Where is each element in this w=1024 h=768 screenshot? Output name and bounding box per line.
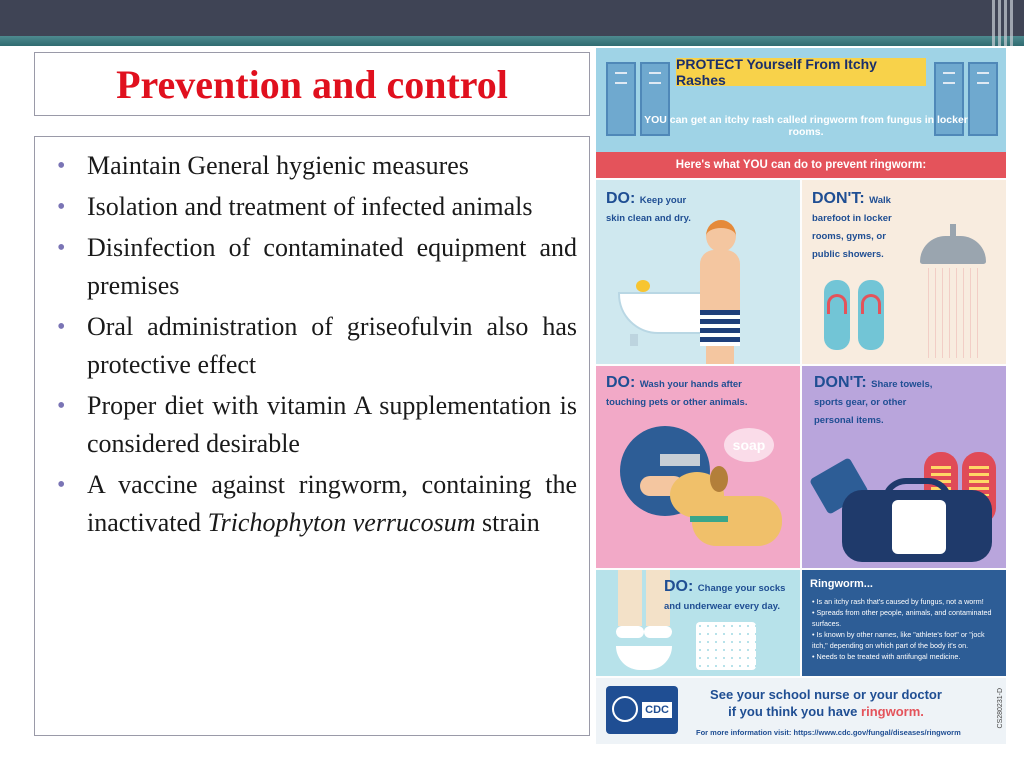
- sandal-icon: [858, 280, 884, 350]
- ringworm-list: [812, 596, 1002, 662]
- ringworm-facts: [802, 570, 1006, 676]
- slide-title: Prevention and control: [116, 61, 508, 107]
- undershirt-icon: [696, 622, 756, 670]
- bullet-icon: •: [57, 472, 66, 498]
- top-bar: [0, 0, 1024, 36]
- decorative-stripes: [992, 0, 1018, 46]
- panel-keep-skin-dry: DO: Keep your skin clean and dry.: [596, 180, 800, 364]
- bullet-item: • A vaccine against ringworm, containing the inactivated Trichophyton verrucosum strain: [57, 466, 577, 542]
- bullet-item: • Disinfection of contaminated equipment and premises: [57, 229, 577, 305]
- boy-illustration: [706, 220, 736, 252]
- infographic-subtitle: YOU can get an itchy rash called ringworm from fungus in locker rooms.: [644, 114, 968, 138]
- towel-icon: [892, 500, 946, 554]
- sandal-icon: [824, 280, 850, 350]
- list-item: • Needs to be treated with antifungal medicine.: [812, 651, 1002, 662]
- infographic-title: PROTECT Yourself From Itchy Rashes: [676, 58, 926, 86]
- bullet-item: • Isolation and treatment of infected animals: [57, 188, 577, 226]
- title-box: [34, 52, 590, 116]
- cdc-logo: CDC: [606, 686, 678, 734]
- cdc-infographic: [596, 48, 1006, 744]
- shower-head-icon: [920, 236, 986, 264]
- list-item: • Is known by other names, like "athlete's foot" or "jock itch," depending on which part of the body it's on.: [812, 629, 1002, 651]
- footer-url: For more information visit: https://www.cdc.gov/fungal/diseases/ringworm: [696, 728, 961, 737]
- bullet-icon: •: [57, 393, 66, 419]
- sock-icon: [618, 570, 642, 626]
- hhs-seal-icon: [612, 696, 638, 722]
- bullet-item: • Oral administration of griseofulvin also has protective effect: [57, 308, 577, 384]
- bullet-icon: •: [57, 194, 66, 220]
- underwear-icon: [616, 646, 672, 670]
- bullet-item: • Maintain General hygienic measures: [57, 147, 577, 185]
- bullet-item: • Proper diet with vitamin A supplementation is considered desirable: [57, 387, 577, 463]
- rubber-duck-icon: [636, 280, 650, 292]
- content-box: [34, 136, 590, 736]
- panel-no-sharing: DON'T: Share towels, sports gear, or other personal items.: [802, 366, 1006, 568]
- prevent-banner: Here's what YOU can do to prevent ringworm:: [596, 152, 1006, 178]
- list-item: • Is an itchy rash that's caused by fungus, not a worm!: [812, 596, 1002, 607]
- soap-bubble: soap: [724, 428, 774, 462]
- list-item: • Spreads from other people, animals, and contaminated surfaces.: [812, 607, 1002, 629]
- locker-icon: [606, 62, 636, 136]
- bullet-icon: •: [57, 153, 66, 179]
- locker-room-header: [596, 48, 1006, 152]
- publication-code: CS280231-D: [997, 688, 1004, 729]
- species-name: Trichophyton verrucosum: [207, 508, 476, 537]
- panel-wash-hands: DO: Wash your hands after touching pets or other animals. soap: [596, 366, 800, 568]
- panel-change-socks: DO: Change your socks and underwear every day.: [596, 570, 800, 676]
- panel-no-barefoot: DON'T: Walk barefoot in locker rooms, gyms, or public showers.: [802, 180, 1006, 364]
- footer-message: See your school nurse or your doctor if you think you have ringworm.: [710, 687, 942, 719]
- ringworm-title: Ringworm...: [810, 578, 873, 590]
- bullet-icon: •: [57, 235, 66, 261]
- infographic-footer: [596, 678, 1006, 744]
- bullet-list: [57, 147, 577, 542]
- top-accent-bar: [0, 36, 1024, 46]
- bullet-icon: •: [57, 314, 66, 340]
